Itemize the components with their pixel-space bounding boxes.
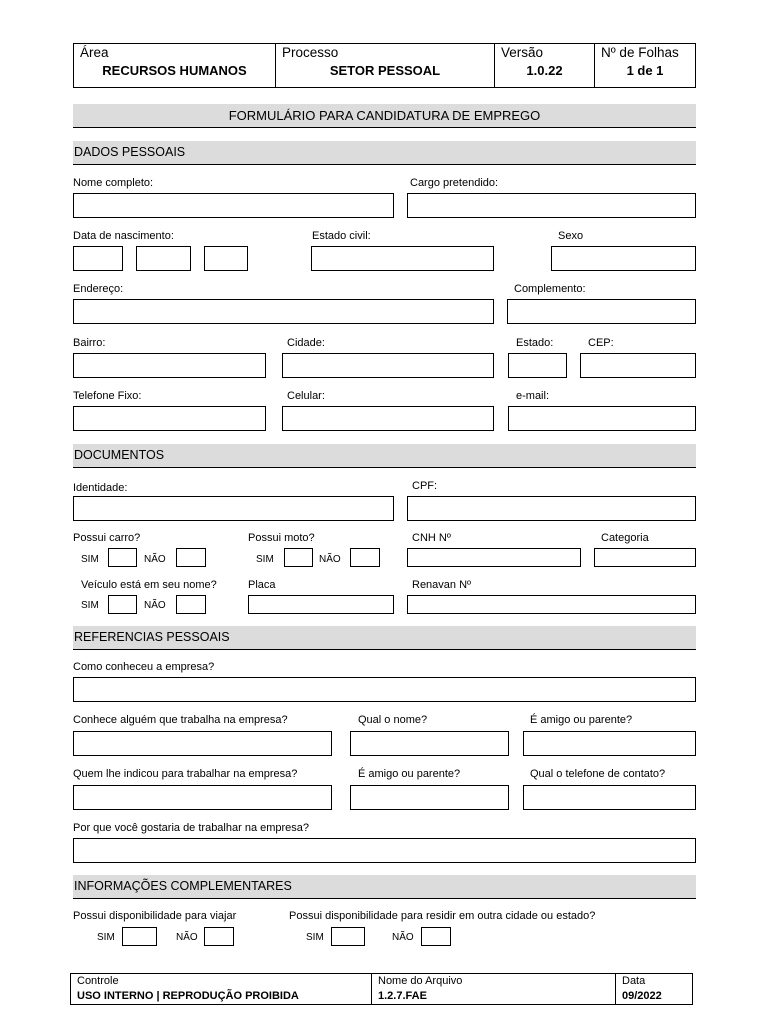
file-value: 1.2.7.FAE (378, 990, 427, 1002)
state-field[interactable] (508, 353, 567, 378)
has-car-label: Possui carro? (73, 532, 141, 544)
moto-yes-label: SIM (256, 554, 274, 565)
birth-month-field[interactable] (136, 246, 191, 271)
process-value: SETOR PESSOAL (329, 63, 441, 78)
mobile-label: Celular: (287, 390, 325, 402)
file-label: Nome do Arquivo (378, 975, 463, 987)
footer-control-cell (70, 973, 372, 1005)
area-label: Área (80, 45, 109, 60)
section-references (73, 626, 696, 650)
state-label: Estado: (516, 337, 554, 349)
contact-phone-label: Qual o telefone de contato? (530, 768, 666, 780)
footer-date-cell (615, 973, 693, 1005)
version-label: Versão (501, 45, 544, 60)
email-label: e-mail: (516, 390, 550, 402)
position-field[interactable] (407, 193, 696, 218)
ref-name-label: Qual o nome? (358, 714, 428, 726)
complement-field[interactable] (507, 299, 696, 324)
footer-file-cell (371, 973, 616, 1005)
renavan-field[interactable] (407, 595, 696, 614)
travel-no-label: NÃO (176, 932, 198, 943)
sex-label: Sexo (558, 230, 584, 242)
moto-yes-checkbox[interactable] (284, 548, 313, 567)
section-documents-title: DOCUMENTOS (74, 448, 165, 462)
plate-label: Placa (248, 579, 276, 591)
identity-label: Identidade: (73, 482, 128, 494)
phone-label: Telefone Fixo: (73, 390, 142, 402)
travel-no-checkbox[interactable] (204, 927, 234, 946)
car-no-label: NÃO (144, 554, 166, 565)
sheets-value: 1 de 1 (626, 63, 664, 78)
section-complementary (73, 875, 696, 899)
form-title: FORMULÁRIO PARA CANDIDATURA DE EMPREGO (73, 104, 696, 128)
how-know-label: Como conheceu a empresa? (73, 661, 215, 673)
section-personal (73, 141, 696, 165)
relocate-yes-checkbox[interactable] (331, 927, 365, 946)
birth-day-field[interactable] (73, 246, 123, 271)
car-yes-checkbox[interactable] (108, 548, 137, 567)
date-value: 09/2022 (622, 990, 662, 1002)
email-field[interactable] (508, 406, 696, 431)
section-complementary-title: INFORMAÇÕES COMPLEMENTARES (74, 879, 292, 893)
identity-field[interactable] (73, 496, 394, 521)
friend-relative-field[interactable] (523, 731, 696, 756)
cnh-field[interactable] (407, 548, 581, 567)
header-version-cell (494, 43, 595, 88)
complement-label: Complemento: (514, 283, 586, 295)
full-name-field[interactable] (73, 193, 394, 218)
relocate-label: Possui disponibilidade para residir em outra cidade ou estado? (289, 910, 596, 922)
cpf-field[interactable] (407, 496, 696, 521)
friend-relative2-field[interactable] (350, 785, 509, 810)
category-label: Categoria (601, 532, 649, 544)
ref-name-field[interactable] (350, 731, 509, 756)
moto-no-label: NÃO (319, 554, 341, 565)
district-label: Bairro: (73, 337, 106, 349)
position-label: Cargo pretendido: (410, 177, 499, 189)
date-label: Data (622, 975, 646, 987)
car-no-checkbox[interactable] (176, 548, 206, 567)
phone-field[interactable] (73, 406, 266, 431)
who-referred-field[interactable] (73, 785, 332, 810)
why-work-label: Por que você gostaria de trabalhar na empresa? (73, 822, 310, 834)
owner-no-checkbox[interactable] (176, 595, 206, 614)
cpf-label: CPF: (412, 480, 438, 492)
relocate-no-checkbox[interactable] (421, 927, 451, 946)
header-area-cell (73, 43, 276, 88)
marital-label: Estado civil: (312, 230, 371, 242)
renavan-label: Renavan Nº (412, 579, 472, 591)
control-label: Controle (77, 975, 119, 987)
knows-someone-label: Conhece alguém que trabalha na empresa? (73, 714, 288, 726)
cnh-label: CNH Nº (412, 532, 451, 544)
city-label: Cidade: (287, 337, 325, 349)
travel-yes-checkbox[interactable] (122, 927, 157, 946)
zip-field[interactable] (580, 353, 696, 378)
why-work-field[interactable] (73, 838, 696, 863)
owner-yes-label: SIM (81, 600, 99, 611)
friend-relative-label: É amigo ou parente? (530, 714, 633, 726)
friend-relative2-label: É amigo ou parente? (358, 768, 461, 780)
owner-no-label: NÃO (144, 600, 166, 611)
travel-label: Possui disponibilidade para viajar (73, 910, 237, 922)
header-sheets-cell (594, 43, 696, 88)
owner-yes-checkbox[interactable] (108, 595, 137, 614)
city-field[interactable] (282, 353, 494, 378)
section-documents (73, 444, 696, 468)
header-process-cell (275, 43, 495, 88)
who-referred-label: Quem lhe indicou para trabalhar na empresa? (73, 768, 298, 780)
full-name-label: Nome completo: (73, 177, 154, 189)
moto-no-checkbox[interactable] (350, 548, 380, 567)
zip-label: CEP: (588, 337, 614, 349)
relocate-no-label: NÃO (392, 932, 414, 943)
how-know-field[interactable] (73, 677, 696, 702)
address-label: Endereço: (73, 283, 124, 295)
section-personal-title: DADOS PESSOAIS (74, 145, 186, 159)
plate-field[interactable] (248, 595, 394, 614)
birth-date-label: Data de nascimento: (73, 230, 174, 242)
version-value: 1.0.22 (526, 63, 563, 78)
relocate-yes-label: SIM (306, 932, 324, 943)
district-field[interactable] (73, 353, 266, 378)
has-moto-label: Possui moto? (248, 532, 315, 544)
category-field[interactable] (594, 548, 696, 567)
car-yes-label: SIM (81, 554, 99, 565)
travel-yes-label: SIM (97, 932, 115, 943)
sheets-label: Nº de Folhas (601, 45, 679, 60)
birth-year-field[interactable] (204, 246, 248, 271)
process-label: Processo (282, 45, 339, 60)
address-field[interactable] (73, 299, 494, 324)
contact-phone-field[interactable] (523, 785, 696, 810)
control-value: USO INTERNO | REPRODUÇÃO PROIBIDA (77, 990, 299, 1002)
marital-field[interactable] (311, 246, 494, 271)
sex-field[interactable] (551, 246, 696, 271)
area-value: RECURSOS HUMANOS (102, 63, 247, 78)
knows-someone-field[interactable] (73, 731, 332, 756)
section-references-title: REFERENCIAS PESSOAIS (74, 630, 230, 644)
mobile-field[interactable] (282, 406, 494, 431)
vehicle-owner-label: Veículo está em seu nome? (81, 579, 217, 591)
